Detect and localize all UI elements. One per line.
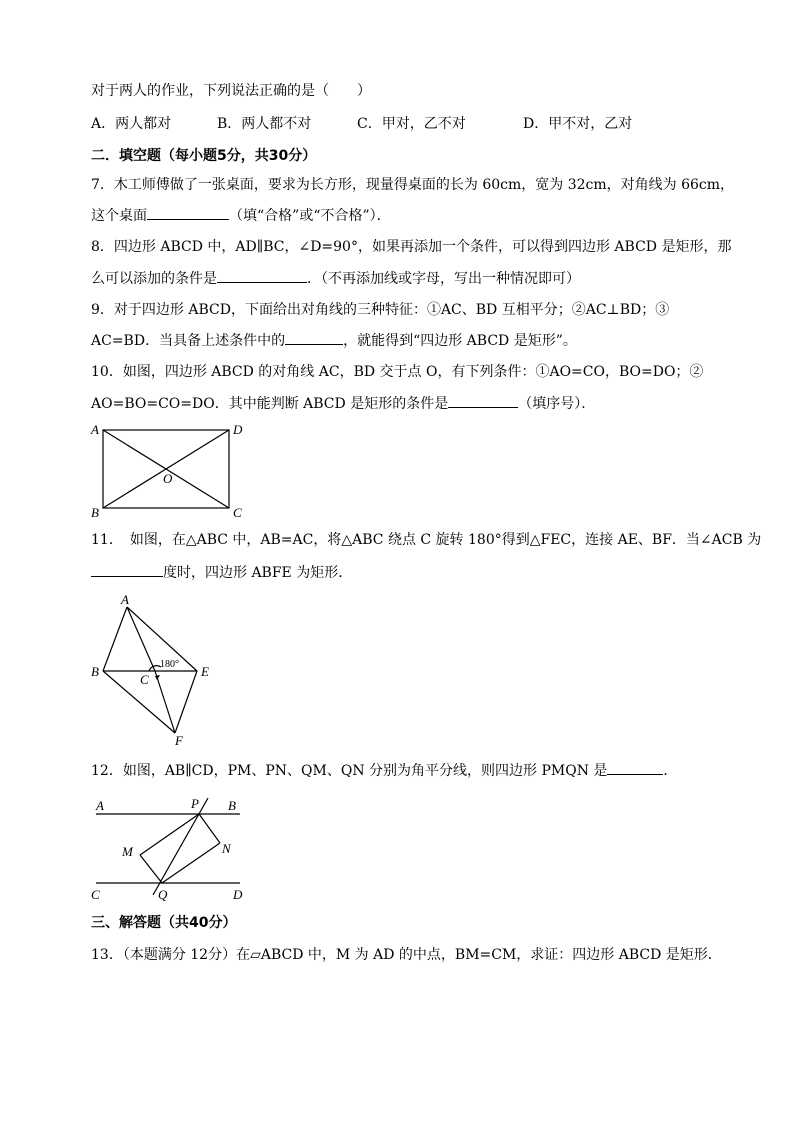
q11-line1: 11． 如图，在△ABC 中，AB=AC，将△ABC 绕点 C 旋转 180°得到△FEC，连接 AE、BF．当∠ACB 为 xyxy=(91,532,762,548)
q7-line2-a: 这个桌面 xyxy=(91,208,147,224)
q11-label-a: A xyxy=(121,592,129,607)
q12-seg-mq xyxy=(140,855,162,883)
q10-line1: 10．如图，四边形 ABCD 的对角线 AC，BD 交于点 O，有下列条件：①AO=CO，BO=DO；② xyxy=(91,364,704,380)
q12-label-d: D xyxy=(233,887,243,902)
q10-line2-a: AO=BO=CO=DO．其中能判断 ABCD 是矩形的条件是 xyxy=(91,396,449,412)
q10-label-o: O xyxy=(163,471,173,486)
q12-transversal xyxy=(153,798,208,895)
q12-seg-pm xyxy=(140,814,199,855)
section2-title: 二．填空题（每小题5分，共30分） xyxy=(91,148,317,164)
q12-label-p: P xyxy=(191,796,199,811)
q12-label-a: A xyxy=(96,798,104,813)
q10-label-a: A xyxy=(91,422,99,437)
q10-label-c: C xyxy=(233,505,242,520)
q12-label-n: N xyxy=(222,841,231,856)
q11-line2-b: 度时，四边形 ABFE 为矩形． xyxy=(163,565,353,581)
q12-label-b: B xyxy=(228,798,236,813)
q9-line2-b: ，就能得到“四边形 ABCD 是矩形”。 xyxy=(343,333,577,349)
q10-label-b: B xyxy=(91,505,99,520)
q12-line1-b: ． xyxy=(663,763,678,779)
q8-line2-b: ．（不再添加线或字母，写出一种情况即可） xyxy=(307,271,580,287)
q8-line2-a: 么可以添加的条件是 xyxy=(91,271,217,287)
q12-label-q: Q xyxy=(158,887,168,902)
q11-label-e: E xyxy=(201,664,209,679)
q6-stem: 对于两人的作业，下列说法正确的是（ ） xyxy=(91,83,371,99)
q9-line1: 9．对于四边形 ABCD，下面给出对角线的三种特征：①AC、BD 互相平分；②AC⊥BD；③ xyxy=(91,302,670,318)
q12-line1-a: 12．如图，AB∥CD，PM、PN、QM、QN 分别为角平分线，则四边形 PMQN 是 xyxy=(91,763,608,779)
q12-label-c: C xyxy=(91,887,100,902)
q11-label-c: C xyxy=(140,672,149,687)
q13-line1: 13．（本题满分 12分）在▱ABCD 中，M 为 AD 的中点，BM=CM，求证：四边形 ABCD 是矩形． xyxy=(91,947,722,963)
q6-option-d: D．甲不对，乙对 xyxy=(523,116,633,132)
q7-line2-b: （填“合格”或“不合格”）． xyxy=(229,208,391,224)
q6-option-a: A．两人都对 xyxy=(91,116,172,132)
q12-seg-pn xyxy=(199,814,220,843)
q10-label-d: D xyxy=(233,422,243,437)
q11-label-f: F xyxy=(175,733,183,748)
q6-option-b: B．两人都不对 xyxy=(217,116,312,132)
q6-option-c: C．甲对，乙不对 xyxy=(357,116,466,132)
q7-line1: 7．木工师傅做了一张桌面，要求为长方形，现量得桌面的长为 60cm，宽为 32cm，对角线为 66cm， xyxy=(91,177,735,193)
q9-line2-a: AC=BD．当具备上述条件中的 xyxy=(91,333,286,349)
q11-label-b: B xyxy=(91,664,99,679)
q10-line2-b: （填序号）． xyxy=(518,396,596,412)
section3-title: 三、解答题（共40分） xyxy=(91,915,237,931)
q8-line1: 8．四边形 ABCD 中，AD∥BC，∠D=90°，如果再添加一个条件，可以得到四边形 ABCD 是矩形，那 xyxy=(91,239,732,255)
q12-label-m: M xyxy=(122,844,133,859)
q11-label-angle: 180° xyxy=(160,659,179,670)
